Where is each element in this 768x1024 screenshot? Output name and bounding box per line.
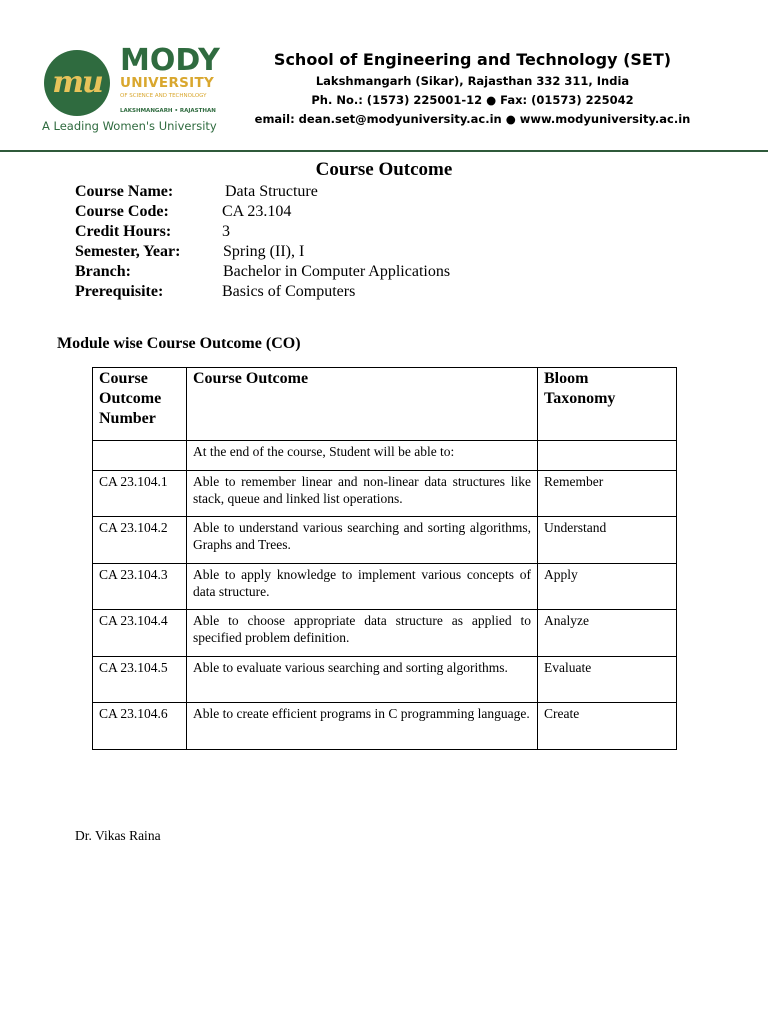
- co-outcome: Able to evaluate various searching and sorting algorithms.: [187, 657, 538, 703]
- table-cell: [538, 441, 677, 471]
- table-cell-intro: At the end of the course, Student will be able to:: [187, 441, 538, 471]
- co-number: CA 23.104.6: [93, 703, 187, 750]
- logo-subtitle: OF SCIENCE AND TECHNOLOGY: [120, 93, 207, 99]
- co-number: CA 23.104.1: [93, 471, 187, 517]
- table-row: [93, 703, 677, 750]
- table-cell: [93, 441, 187, 471]
- co-number: CA 23.104.5: [93, 657, 187, 703]
- co-bloom: Apply: [538, 564, 677, 610]
- co-bloom: Understand: [538, 517, 677, 564]
- co-bloom: Create: [538, 703, 677, 750]
- info-value: Spring (II), I: [223, 243, 305, 260]
- school-contact: email: dean.set@modyuniversity.ac.in ● www.modyuniversity.ac.in: [254, 112, 691, 126]
- info-key: Semester, Year:: [75, 243, 181, 260]
- logo-monogram: mu: [44, 50, 110, 116]
- header-course-outcome: Course Outcome: [187, 368, 538, 441]
- table-row: [93, 441, 677, 471]
- table-row: [93, 610, 677, 657]
- table-row: [93, 471, 677, 517]
- university-logo: [42, 45, 227, 137]
- logo-location: LAKSHMANGARH • RAJASTHAN: [120, 108, 216, 114]
- info-key: Course Name:: [75, 183, 174, 200]
- header-bloom-taxonomy: [538, 368, 677, 441]
- co-number: CA 23.104.4: [93, 610, 187, 657]
- table-row: [93, 517, 677, 564]
- info-value: Bachelor in Computer Applications: [223, 263, 451, 280]
- school-title: School of Engineering and Technology (SET): [273, 50, 672, 69]
- header-bloom-label: Bloom Taxonomy: [544, 370, 616, 407]
- signature: Dr. Vikas Raina: [75, 828, 161, 843]
- header-co-number: [93, 368, 187, 441]
- header-divider: [0, 150, 768, 152]
- info-key: Prerequisite:: [75, 283, 164, 300]
- co-outcome: Able to choose appropriate data structure as applied to specified problem definition.: [187, 610, 538, 657]
- info-key: Credit Hours:: [75, 223, 172, 240]
- module-heading: Module wise Course Outcome (CO): [57, 335, 301, 352]
- school-phone: Ph. No.: (1573) 225001-12 ● Fax: (01573) 225042: [311, 93, 634, 107]
- co-bloom: Analyze: [538, 610, 677, 657]
- co-outcome: Able to apply knowledge to implement various concepts of data structure.: [187, 564, 538, 610]
- table-header-row: [93, 368, 677, 441]
- header-co-number-label: Course Outcome Number: [99, 370, 162, 427]
- logo-tagline: A Leading Women's University: [42, 119, 217, 133]
- co-bloom: Evaluate: [538, 657, 677, 703]
- course-outcome-table: [92, 367, 677, 750]
- co-outcome: Able to create efficient programs in C programming language.: [187, 703, 538, 750]
- co-number: CA 23.104.3: [93, 564, 187, 610]
- document-title: Course Outcome: [315, 159, 453, 180]
- info-value: Data Structure: [225, 183, 318, 200]
- logo-name: MODY: [120, 43, 220, 78]
- table-row: [93, 657, 677, 703]
- co-outcome: Able to remember linear and non-linear data structures like stack, queue and linked list operations.: [187, 471, 538, 517]
- table-row: [93, 564, 677, 610]
- co-outcome: Able to understand various searching and sorting algorithms, Graphs and Trees.: [187, 517, 538, 564]
- logo-university: UNIVERSITY: [120, 75, 215, 91]
- co-number: CA 23.104.2: [93, 517, 187, 564]
- info-value: 3: [222, 223, 230, 240]
- letterhead: [235, 48, 710, 129]
- co-bloom: Remember: [538, 471, 677, 517]
- info-value: CA 23.104: [222, 203, 292, 220]
- info-key: Branch:: [75, 263, 131, 280]
- info-value: Basics of Computers: [222, 283, 356, 300]
- school-address: Lakshmangarh (Sikar), Rajasthan 332 311, India: [315, 74, 630, 88]
- info-key: Course Code:: [75, 203, 169, 220]
